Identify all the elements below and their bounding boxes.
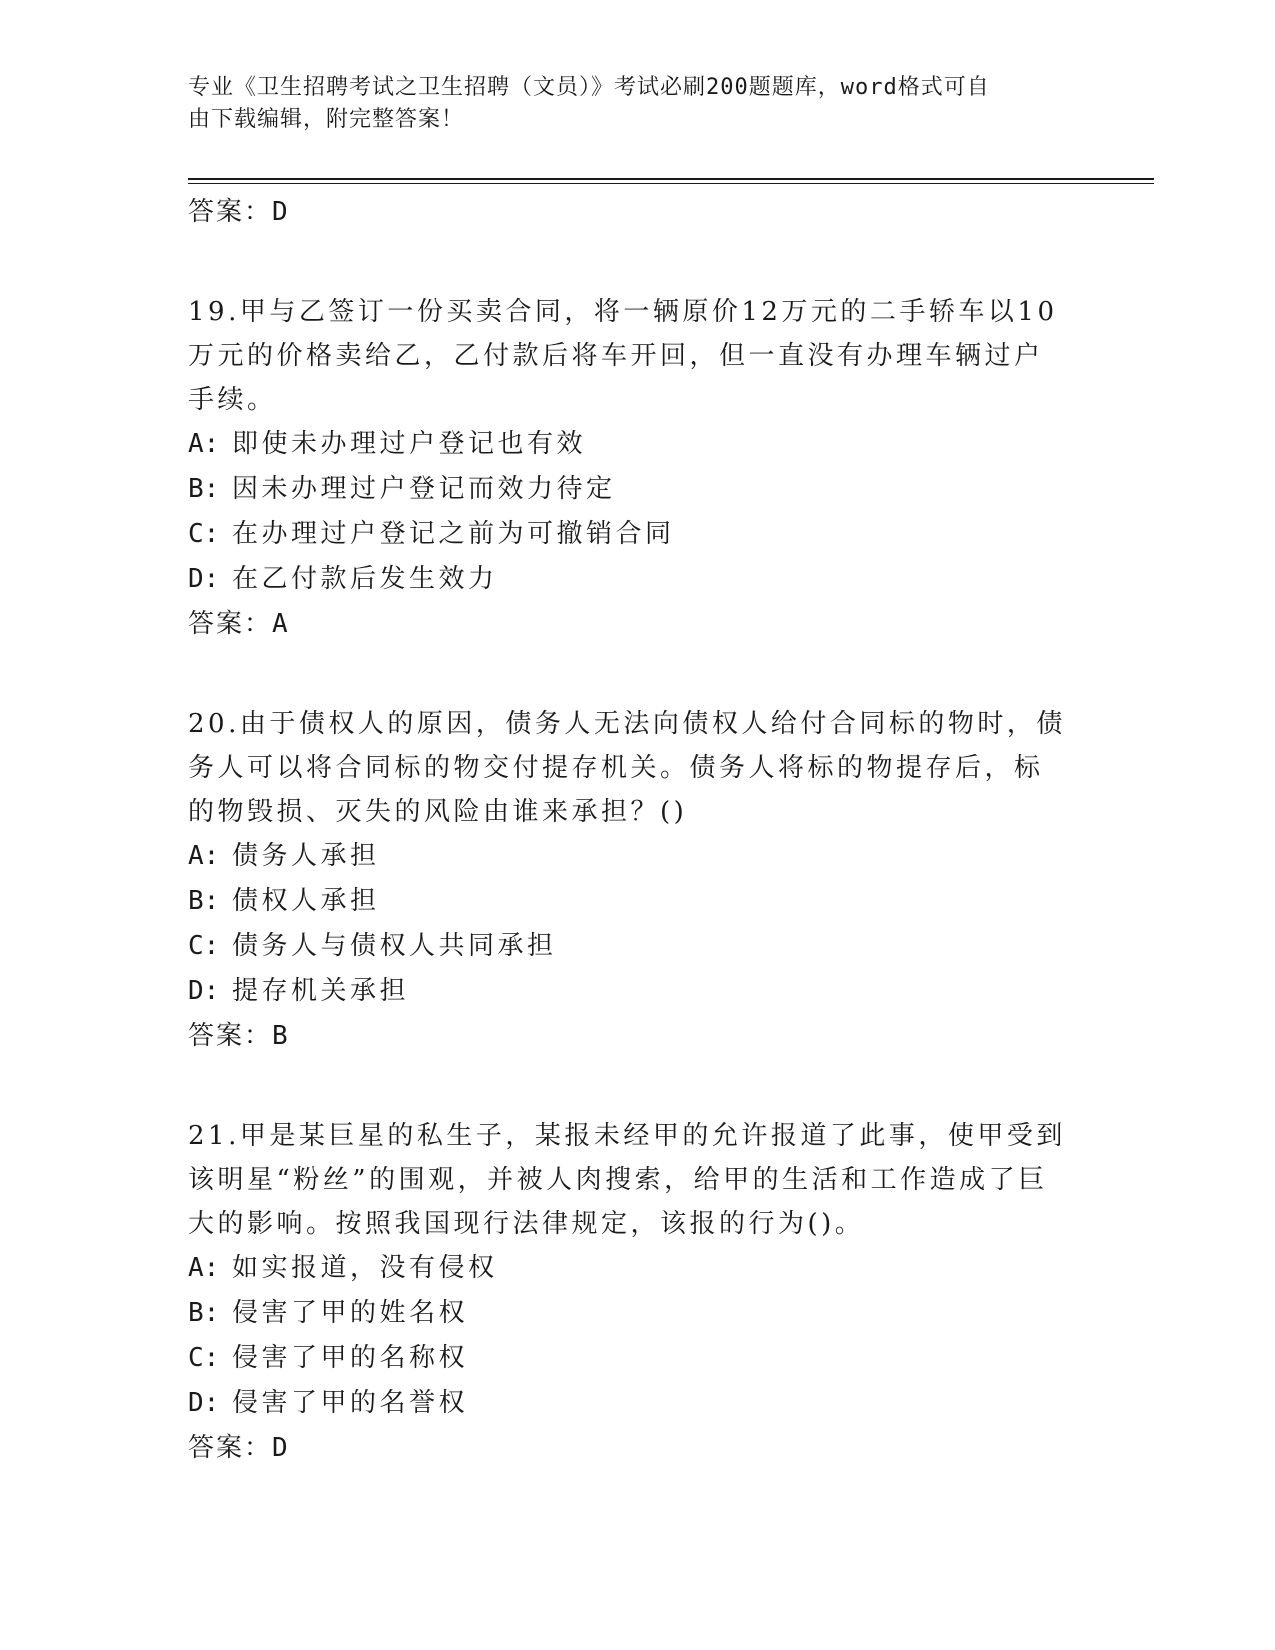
question-stem: 21.甲是某巨星的私生子，某报未经甲的允许报道了此事，使甲受到该明星“粉丝”的围观，并被人肉搜索，给甲的生活和工作造成了巨大的影响。按照我国现行法律规定，该报的行为()。 [188, 1121, 1066, 1239]
option-key: A: [188, 1253, 220, 1283]
question-stem: 20.由于债权人的原因，债务人无法向债权人给付合同标的物时，债务人可以将合同标的物交付提存机关。债务人将标的物提存后，标的物毁损、灭失的风险由谁来承担？() [188, 709, 1066, 827]
option-text: 侵害了甲的姓名权 [232, 1298, 469, 1328]
option-b [188, 879, 1068, 924]
option-key: B: [188, 474, 220, 504]
option-c [188, 924, 1068, 969]
question-stem: 19.甲与乙签订一份买卖合同，将一辆原价12万元的二手轿车以10万元的价格卖给乙，乙付款后将车开回，但一直没有办理车辆过户手续。 [188, 297, 1058, 415]
option-key: D: [188, 976, 220, 1006]
option-key: D: [188, 1388, 220, 1418]
option-text: 如实报道，没有侵权 [232, 1253, 498, 1283]
option-key: D: [188, 564, 220, 594]
option-text: 侵害了甲的名称权 [232, 1343, 469, 1373]
previous-answer [188, 190, 1068, 234]
option-key: A: [188, 841, 220, 871]
question-list [188, 190, 1068, 1470]
option-key: C: [188, 1343, 220, 1373]
header-divider-thick [188, 178, 1154, 180]
answer-value: B [272, 1021, 290, 1051]
answer-value: A [272, 609, 290, 639]
header-line-2: 由下载编辑，附完整答案！ [188, 107, 465, 132]
option-d [188, 969, 1068, 1014]
header-divider-thin [188, 183, 1154, 184]
option-b [188, 1291, 1068, 1336]
header-line-1: 专业《卫生招聘考试之卫生招聘（文员）》考试必刷200题题库，word格式可自 [188, 75, 990, 100]
option-key: B: [188, 1298, 220, 1328]
option-text: 提存机关承担 [232, 976, 410, 1006]
question-20 [188, 702, 1068, 1058]
option-d [188, 1381, 1068, 1426]
answer-label: 答案： [188, 1433, 273, 1463]
question-answer [188, 602, 1068, 646]
question-19 [188, 290, 1068, 646]
answer-value: D [272, 1433, 290, 1463]
option-text: 因未办理过户登记而效力待定 [232, 474, 616, 504]
option-key: A: [188, 429, 220, 459]
option-text: 债务人承担 [232, 841, 380, 871]
option-text: 即使未办理过户登记也有效 [232, 429, 587, 459]
option-key: B: [188, 886, 220, 916]
option-a [188, 834, 1068, 879]
answer-label: 答案： [188, 197, 273, 227]
option-text: 债权人承担 [232, 886, 380, 916]
option-text: 在办理过户登记之前为可撤销合同 [232, 519, 675, 549]
question-answer [188, 1426, 1068, 1470]
answer-label: 答案： [188, 609, 273, 639]
answer-label: 答案： [188, 1021, 273, 1051]
option-text: 侵害了甲的名誉权 [232, 1388, 469, 1418]
option-a [188, 1246, 1068, 1291]
question-21 [188, 1114, 1068, 1470]
option-a [188, 422, 1068, 467]
option-b [188, 467, 1068, 512]
option-c [188, 1336, 1068, 1381]
option-key: C: [188, 931, 220, 961]
option-d [188, 557, 1068, 602]
answer-value: D [272, 197, 290, 227]
question-answer [188, 1014, 1068, 1058]
option-text: 债务人与债权人共同承担 [232, 931, 557, 961]
option-text: 在乙付款后发生效力 [232, 564, 498, 594]
option-key: C: [188, 519, 220, 549]
option-c [188, 512, 1068, 557]
document-header [188, 72, 1068, 136]
